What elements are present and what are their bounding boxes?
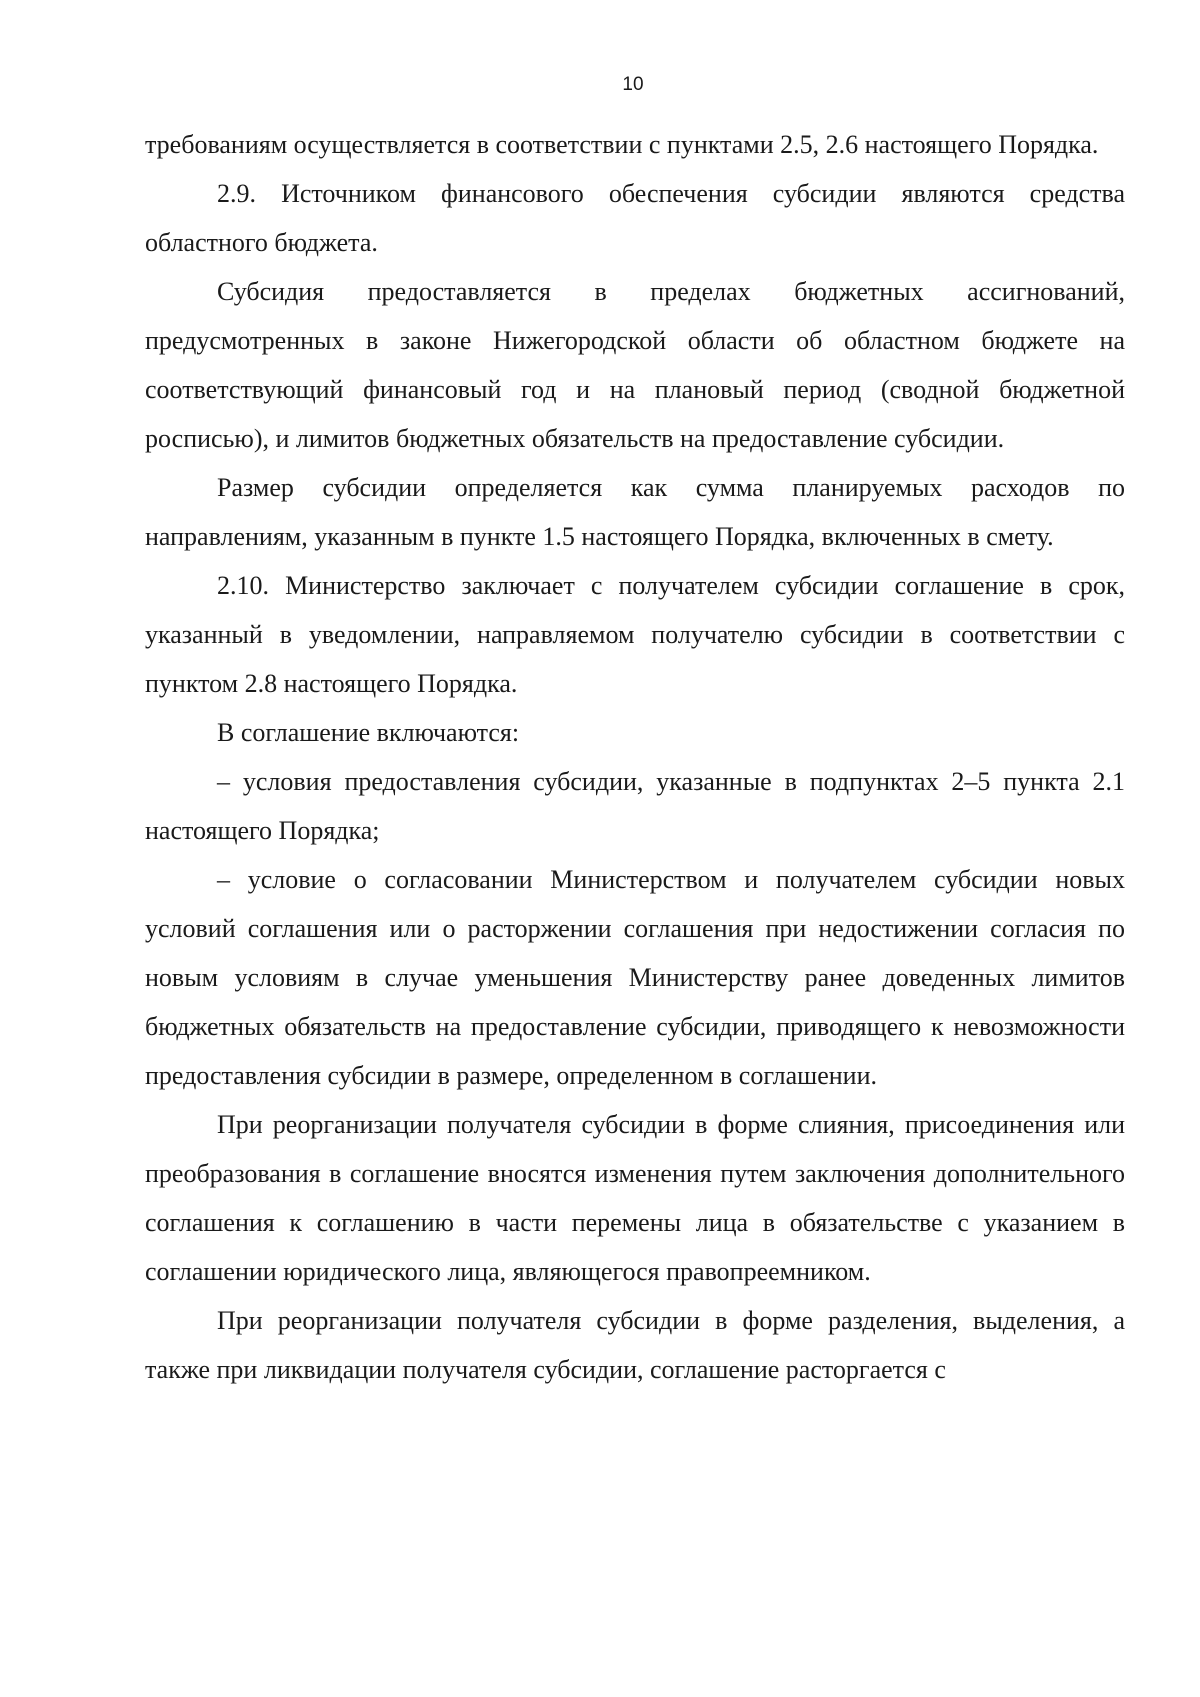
paragraph-agreement-includes: В соглашение включаются: — [217, 718, 520, 747]
page-number: 10 — [622, 74, 644, 95]
paragraph-subsidy-amount: Размер субсидии определяется как сумма планируемых расходов по направлениям, указанным в пункте 1.5 настоящего Порядка, включенных в смету. — [145, 473, 1125, 551]
paragraph-2-9: 2.9. Источником финансового обеспечения субсидии являются средства областного бюджета. — [145, 179, 1125, 257]
list-item-conditions: – условия предоставления субсидии, указанные в подпунктах 2–5 пункта 2.1 настоящего Порядка; — [145, 767, 1125, 845]
paragraph-continuation: требованиям осуществляется в соответствии с пунктами 2.5, 2.6 настоящего Порядка. — [145, 130, 1099, 159]
list-item-agreement-condition: – условие о согласовании Министерством и получателем субсидии новых условий соглашения или о расторжении соглашения при недостижении согласия по новым условиям в случае уменьшения Министерству ранее доведенных лимитов бюджетных обязательств на предоставление субсидии, приводящего к невозможности предоставления субсидии в размере, определенном в соглашении. — [145, 865, 1125, 1090]
paragraph-2-10: 2.10. Министерство заключает с получателем субсидии соглашение в срок, указанный в уведомлении, направляемом получателю субсидии в соответствии с пунктом 2.8 настоящего Порядка. — [145, 571, 1125, 698]
paragraph-reorganization-division: При реорганизации получателя субсидии в форме разделения, выделения, а также при ликвидации получателя субсидии, соглашение расторгается с — [145, 1306, 1125, 1384]
document-body — [145, 120, 1125, 1394]
paragraph-subsidy-limits: Субсидия предоставляется в пределах бюджетных ассигнований, предусмотренных в законе Нижегородской области об областном бюджете на соответствующий финансовый год и на плановый период (сводной бюджетной росписью), и лимитов бюджетных обязательств на предоставление субсидии. — [145, 277, 1125, 453]
paragraph-reorganization-merger: При реорганизации получателя субсидии в форме слияния, присоединения или преобразования в соглашение вносятся изменения путем заключения дополнительного соглашения к соглашению в части перемены лица в обязательстве с указанием в соглашении юридического лица, являющегося правопреемником. — [145, 1110, 1125, 1286]
